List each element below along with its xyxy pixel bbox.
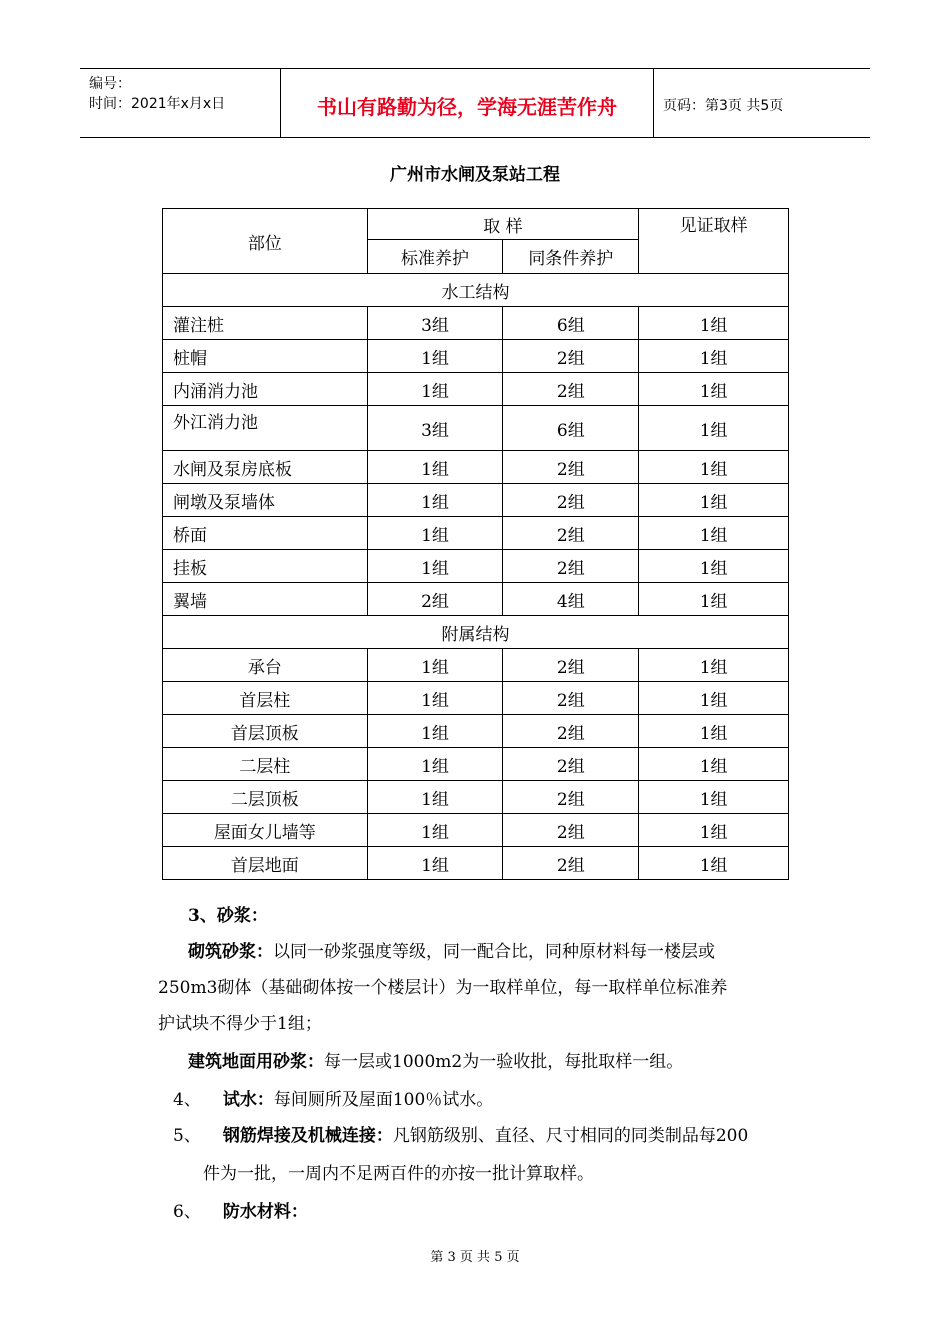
cell-same-condition: 2组 <box>503 340 639 373</box>
cell-part: 屋面女儿墙等 <box>163 814 368 847</box>
header-witness: 见证取样 <box>639 209 789 274</box>
cell-part: 外江消力池 <box>163 406 368 451</box>
cell-standard: 1组 <box>367 715 503 748</box>
cell-standard: 1组 <box>367 451 503 484</box>
section-auxiliary: 附属结构 <box>163 616 789 649</box>
cell-part: 首层地面 <box>163 847 368 880</box>
table-row <box>163 451 789 484</box>
cell-witness: 1组 <box>639 748 789 781</box>
cell-part: 翼墙 <box>163 583 368 616</box>
header-same-condition-curing: 同条件养护 <box>503 240 639 274</box>
cell-standard: 1组 <box>367 649 503 682</box>
cell-same-condition: 2组 <box>503 814 639 847</box>
cell-same-condition: 6组 <box>503 406 639 451</box>
cell-standard: 3组 <box>367 406 503 451</box>
cell-standard: 1组 <box>367 373 503 406</box>
item-5-text: 凡钢筋级别、直径、尺寸相同的同类制品每200 <box>392 1126 749 1146</box>
cell-same-condition: 2组 <box>503 748 639 781</box>
cell-witness: 1组 <box>639 583 789 616</box>
cell-standard: 1组 <box>367 484 503 517</box>
floor-mortar-text: 每一层或1000m2为一验收批，每批取样一组。 <box>324 1052 684 1072</box>
cell-part: 二层顶板 <box>163 781 368 814</box>
cell-same-condition: 2组 <box>503 847 639 880</box>
cell-witness: 1组 <box>639 484 789 517</box>
item-4-label: 试水： <box>222 1090 274 1110</box>
cell-same-condition: 2组 <box>503 715 639 748</box>
cell-witness: 1组 <box>639 649 789 682</box>
masonry-mortar-line2: 250m3砌体（基础砌体按一个楼层计）为一取样单位，每一取样单位标准养 <box>158 978 728 998</box>
table-row <box>163 682 789 715</box>
cell-standard: 1组 <box>367 847 503 880</box>
cell-part: 首层顶板 <box>163 715 368 748</box>
cell-same-condition: 2组 <box>503 373 639 406</box>
cell-witness: 1组 <box>639 847 789 880</box>
masonry-mortar-paragraph <box>188 934 715 970</box>
cell-standard: 1组 <box>367 340 503 373</box>
table-row <box>163 373 789 406</box>
item-4-text: 每间厕所及屋面100％试水。 <box>273 1090 494 1110</box>
cell-witness: 1组 <box>639 307 789 340</box>
cell-same-condition: 2组 <box>503 550 639 583</box>
header-page-cell <box>654 69 870 137</box>
cell-witness: 1组 <box>639 715 789 748</box>
cell-witness: 1组 <box>639 682 789 715</box>
table-row <box>163 550 789 583</box>
cell-part: 二层柱 <box>163 748 368 781</box>
cell-same-condition: 2组 <box>503 451 639 484</box>
doc-number: 编号： <box>89 76 131 92</box>
cell-standard: 1组 <box>367 781 503 814</box>
cell-part: 桥面 <box>163 517 368 550</box>
item-6-label: 防水材料： <box>222 1202 308 1222</box>
cell-witness: 1组 <box>639 550 789 583</box>
page-footer: 第 3 页 共 5 页 <box>430 1250 520 1265</box>
cell-part: 内涌消力池 <box>163 373 368 406</box>
table-row <box>163 649 789 682</box>
cell-witness: 1组 <box>639 517 789 550</box>
table-row <box>163 406 789 451</box>
cell-same-condition: 6组 <box>503 307 639 340</box>
cell-same-condition: 2组 <box>503 484 639 517</box>
cell-standard: 2组 <box>367 583 503 616</box>
cell-witness: 1组 <box>639 451 789 484</box>
table-row <box>163 781 789 814</box>
table-row <box>163 340 789 373</box>
motto: 书山有路勤为径，学海无涯苦作舟 <box>317 95 617 119</box>
masonry-mortar-line1: 以同一砂浆强度等级，同一配合比，同种原材料每一楼层或 <box>273 942 715 962</box>
cell-same-condition: 2组 <box>503 781 639 814</box>
table-row <box>163 715 789 748</box>
cell-witness: 1组 <box>639 406 789 451</box>
masonry-mortar-line3: 护试块不得少于1组； <box>158 1014 322 1034</box>
cell-standard: 1组 <box>367 682 503 715</box>
page-number: 页码：第3页 共5页 <box>663 98 784 114</box>
header-part: 部位 <box>163 209 368 274</box>
cell-witness: 1组 <box>639 373 789 406</box>
table-row <box>163 484 789 517</box>
page-header <box>80 68 870 138</box>
cell-standard: 1组 <box>367 814 503 847</box>
cell-part: 水闸及泵房底板 <box>163 451 368 484</box>
cell-same-condition: 2组 <box>503 517 639 550</box>
cell-witness: 1组 <box>639 781 789 814</box>
cell-standard: 1组 <box>367 550 503 583</box>
item-4 <box>173 1082 493 1118</box>
item-6-number: 6、 <box>173 1202 201 1222</box>
item-6 <box>173 1194 308 1230</box>
table-row <box>163 517 789 550</box>
table-row <box>163 748 789 781</box>
cell-witness: 1组 <box>639 814 789 847</box>
cell-same-condition: 4组 <box>503 583 639 616</box>
sampling-table <box>162 208 789 880</box>
cell-part: 闸墩及泵墙体 <box>163 484 368 517</box>
doc-time: 时间：2021年x月x日 <box>89 96 226 112</box>
header-info-cell <box>80 69 281 137</box>
item-5-number: 5、 <box>173 1126 201 1146</box>
table-row <box>163 307 789 340</box>
cell-part: 灌注桩 <box>163 307 368 340</box>
masonry-mortar-label: 砌筑砂浆： <box>188 942 273 962</box>
item-5 <box>173 1118 748 1154</box>
cell-standard: 1组 <box>367 517 503 550</box>
floor-mortar-paragraph <box>188 1044 683 1080</box>
item-5-line2: 件为一批，一周内不足两百件的亦按一批计算取样。 <box>203 1164 594 1184</box>
cell-witness: 1组 <box>639 340 789 373</box>
table-row <box>163 583 789 616</box>
cell-same-condition: 2组 <box>503 682 639 715</box>
item-4-number: 4、 <box>173 1090 201 1110</box>
cell-part: 承台 <box>163 649 368 682</box>
cell-same-condition: 2组 <box>503 649 639 682</box>
cell-standard: 1组 <box>367 748 503 781</box>
header-motto-cell <box>281 69 654 137</box>
cell-part: 挂板 <box>163 550 368 583</box>
table-row <box>163 814 789 847</box>
cell-part: 首层柱 <box>163 682 368 715</box>
cell-part: 桩帽 <box>163 340 368 373</box>
header-standard-curing: 标准养护 <box>367 240 503 274</box>
floor-mortar-label: 建筑地面用砂浆： <box>188 1052 324 1072</box>
section-3-heading: 3、砂浆： <box>188 906 268 926</box>
header-sample: 取 样 <box>367 209 639 240</box>
item-5-label: 钢筋焊接及机械连接： <box>222 1126 393 1146</box>
cell-standard: 3组 <box>367 307 503 340</box>
section-hydraulic: 水工结构 <box>163 274 789 307</box>
table-row <box>163 847 789 880</box>
document-title: 广州市水闸及泵站工程 <box>390 165 560 185</box>
